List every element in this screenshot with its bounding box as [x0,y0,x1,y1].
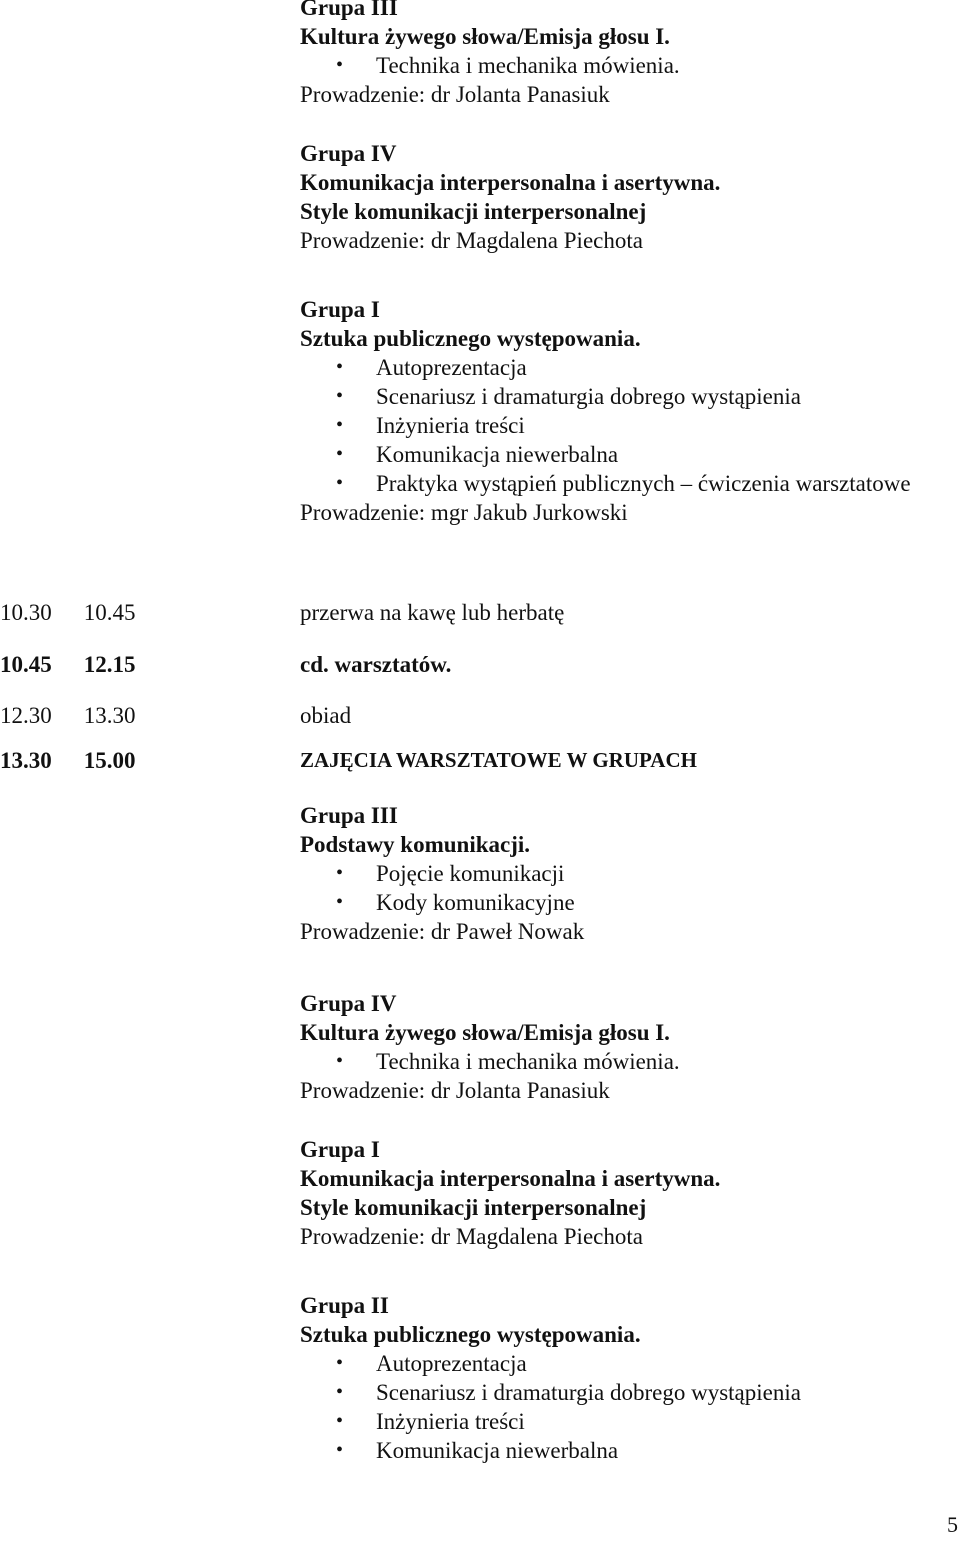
time-range: 13.30 15.00 [0,748,136,773]
time-range: 10.30 10.45 [0,600,136,625]
topic-item: • Komunikacja niewerbalna [336,442,619,467]
workshop-title: Komunikacja interpersonalna i asertywna. [300,1166,721,1191]
topic-item: • Komunikacja niewerbalna [336,1438,619,1463]
schedule-description: cd. warsztatów. [300,652,452,677]
workshop-title: Sztuka publicznego występowania. [300,1322,641,1347]
bullet-icon: • [336,891,344,913]
topic-item: • Inżynieria treści [336,1409,525,1434]
bullet-icon: • [336,356,344,378]
bullet-icon: • [336,472,344,494]
topic-item: • Technika i mechanika mówienia. [336,53,680,78]
schedule-row [0,701,960,731]
topic-item: • Autoprezentacja [336,355,527,380]
lead-instructor: Prowadzenie: dr Magdalena Piechota [300,228,643,253]
workshop-group-1-a [300,295,940,527]
workshop-title: Komunikacja interpersonalna i asertywna. [300,170,721,195]
lead-instructor: Prowadzenie: mgr Jakub Jurkowski [300,500,628,525]
topic-item: • Scenariusz i dramaturgia dobrego wystąpienia [336,1380,801,1405]
group-heading: Grupa II [300,1293,389,1318]
workshop-title: Kultura żywego słowa/Emisja głosu I. [300,1020,670,1045]
group-heading: Grupa IV [300,991,397,1016]
workshop-group-4-a [300,139,940,255]
topic-item: • Autoprezentacja [336,1351,527,1376]
bullet-icon: • [336,1050,344,1072]
workshop-title: Podstawy komunikacji. [300,832,531,857]
workshop-subtitle: Style komunikacji interpersonalnej [300,199,647,224]
bullet-icon: • [336,414,344,436]
workshop-group-3-b [300,801,940,946]
topic-item: • Scenariusz i dramaturgia dobrego wystąpienia [336,384,801,409]
workshop-group-4-b [300,989,940,1105]
topic-item: • Technika i mechanika mówienia. [336,1049,680,1074]
lead-instructor: Prowadzenie: dr Jolanta Panasiuk [300,1078,610,1103]
bullet-icon: • [336,385,344,407]
lead-instructor: Prowadzenie: dr Magdalena Piechota [300,1224,643,1249]
topic-item: • Pojęcie komunikacji [336,861,565,886]
lead-instructor: Prowadzenie: dr Jolanta Panasiuk [300,82,610,107]
bullet-icon: • [336,443,344,465]
bullet-icon: • [336,1410,344,1432]
lead-instructor: Prowadzenie: dr Paweł Nowak [300,919,585,944]
group-heading: Grupa I [300,297,380,322]
group-heading: Grupa IV [300,141,397,166]
bullet-icon: • [336,1381,344,1403]
bullet-icon: • [336,1439,344,1461]
time-range: 12.30 13.30 [0,703,136,728]
schedule-row [0,598,960,628]
group-heading: Grupa III [300,0,398,20]
schedule-row [0,650,960,680]
topic-item: • Inżynieria treści [336,413,525,438]
schedule-row [0,746,960,776]
schedule-description: obiad [300,703,352,728]
group-heading: Grupa III [300,803,398,828]
bullet-icon: • [336,862,344,884]
bullet-icon: • [336,1352,344,1374]
workshop-subtitle: Style komunikacji interpersonalnej [300,1195,647,1220]
group-heading: Grupa I [300,1137,380,1162]
topic-item: • Praktyka wystąpień publicznych – ćwiczenia warsztatowe [336,471,911,496]
time-range: 10.45 12.15 [0,652,136,677]
workshop-group-2-b [300,1291,940,1465]
workshop-title: Kultura żywego słowa/Emisja głosu I. [300,24,670,49]
schedule-description: przerwa na kawę lub herbatę [300,600,565,625]
schedule-description: ZAJĘCIA WARSZTATOWE W GRUPACH [300,748,697,772]
workshop-group-1-b [300,1135,940,1251]
bullet-icon: • [336,54,344,76]
page-number: 5 [947,1512,958,1537]
workshop-group-3-a [300,0,940,109]
topic-item: • Kody komunikacyjne [336,890,575,915]
workshop-title: Sztuka publicznego występowania. [300,326,641,351]
